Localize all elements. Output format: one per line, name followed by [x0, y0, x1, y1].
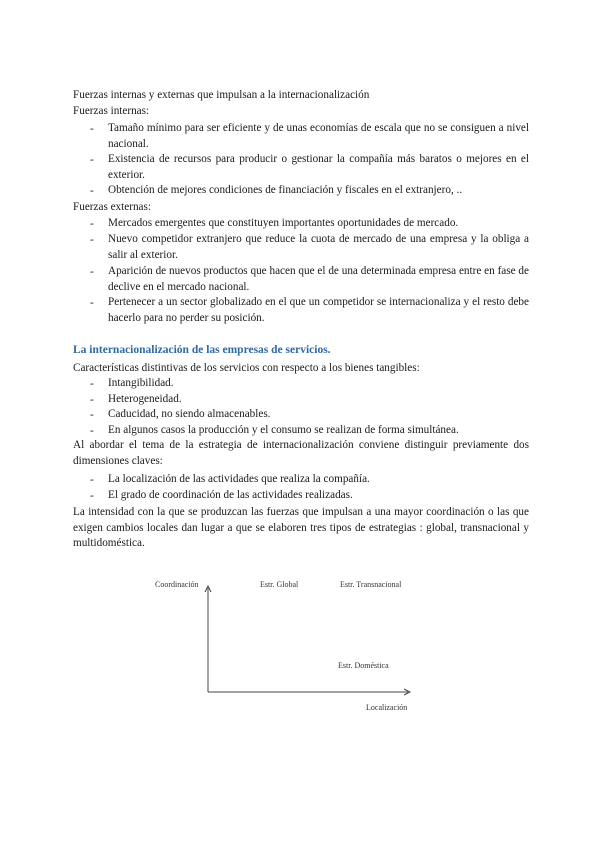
list-item: Heterogeneidad.: [108, 393, 182, 405]
conclusion-paragraph: La intensidad con la que se produzcan las fuerzas que impulsan a una mayor coordinación o las que exigen cambios locales dan lugar a que se elaboren tres tipos de estrategias : global, transnacional y multidoméstica.: [73, 506, 529, 550]
list-item: Mercados emergentes que constituyen importantes oportunidades de mercado.: [108, 217, 459, 229]
external-forces-heading: Fuerzas externas:: [73, 201, 151, 213]
quadrant-transnational: Estr. Transnacional: [340, 580, 402, 589]
list-marker: -: [90, 266, 94, 278]
quadrant-global: Estr. Global: [260, 580, 299, 589]
x-axis-label: Localización: [366, 703, 408, 712]
characteristics-intro: Características distintivas de los servicios con respecto a los bienes tangibles:: [73, 362, 420, 374]
list-item: Existencia de recursos para producir o gestionar la compañía más baratos o mejores en el exterior.: [108, 153, 529, 181]
list-marker: -: [90, 490, 94, 502]
list-marker: -: [90, 378, 94, 390]
list-marker: -: [90, 218, 94, 230]
list-item: El grado de coordinación de las actividades realizadas.: [108, 489, 353, 501]
list-marker: -: [90, 409, 94, 421]
list-marker: -: [90, 425, 94, 437]
quadrant-domestic: Estr. Doméstica: [338, 661, 389, 670]
list-item: Nuevo competidor extranjero que reduce la cuota de mercado de una empresa y la obliga a salir al exterior.: [108, 233, 529, 261]
internal-forces-heading: Fuerzas internas:: [73, 105, 150, 117]
section-title: Fuerzas internas y externas que impulsan a la internacionalización: [73, 89, 370, 101]
list-marker: -: [90, 234, 94, 246]
dimensions-intro: Al abordar el tema de la estrategia de internacionalización conviene distinguir previamente dos dimensiones claves:: [73, 439, 529, 467]
list-marker: -: [90, 123, 94, 135]
list-marker: -: [90, 474, 94, 486]
list-marker: -: [90, 297, 94, 309]
list-item: Pertenecer a un sector globalizado en el que un competidor se internacionaliza y el resto debe hacerlo para no perder su posición.: [108, 296, 529, 324]
services-heading: La internacionalización de las empresas de servicios.: [73, 344, 331, 356]
list-item: Aparición de nuevos productos que hacen que el de una determinada empresa entre en fase de declive en el mercado nacional.: [108, 265, 529, 293]
list-item: Obtención de mejores condiciones de financiación y fiscales en el extranjero, ..: [108, 184, 463, 196]
list-item: Tamaño mínimo para ser eficiente y de unas economías de escala que no se consiguen a nivel nacional.: [108, 122, 529, 150]
diagram-axes: [140, 570, 440, 720]
list-item: Caducidad, no siendo almacenables.: [108, 408, 271, 420]
y-axis-label: Coordinación: [155, 580, 199, 589]
list-marker: -: [90, 394, 94, 406]
list-marker: -: [90, 154, 94, 166]
strategy-diagram: [140, 570, 440, 720]
list-marker: -: [90, 185, 94, 197]
list-item: Intangibilidad.: [108, 377, 174, 389]
list-item: En algunos casos la producción y el consumo se realizan de forma simultánea.: [108, 424, 459, 436]
list-item: La localización de las actividades que realiza la compañía.: [108, 473, 370, 485]
